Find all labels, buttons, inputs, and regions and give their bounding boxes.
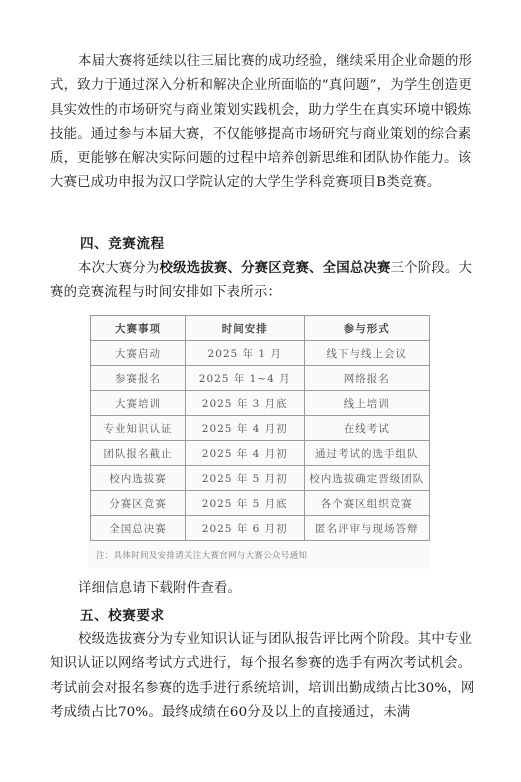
table-row: [91, 391, 430, 416]
header-format: 参与形式: [304, 316, 429, 341]
section4-paragraph: 本次大赛分为校级选拔赛、分赛区竞赛、全国总决赛三个阶段。大赛的竞赛流程与时间安排如下表所示：: [50, 260, 473, 301]
cell-format: 在线考试: [304, 416, 429, 441]
schedule-table-figure: [88, 315, 430, 569]
cell-event: 参赛报名: [91, 366, 186, 391]
cell-format: 线下与线上会议: [304, 341, 429, 366]
cell-event: 分赛区竞赛: [91, 491, 186, 516]
cell-format: 匿名评审与现场答辩: [304, 516, 429, 541]
table-row: [91, 491, 430, 516]
header-time: 时间安排: [185, 316, 304, 341]
cell-event: 专业知识认证: [91, 416, 186, 441]
table-row: [91, 341, 430, 366]
table-row: [91, 441, 430, 466]
cell-event: 大赛启动: [91, 341, 186, 366]
schedule-table: [90, 315, 430, 541]
cell-format: 校内选拔确定晋级团队: [304, 466, 429, 491]
section4-heading: 四、竞赛流程: [80, 236, 165, 252]
table-row: [91, 416, 430, 441]
cell-time: 2025 年 4 月初: [185, 416, 304, 441]
cell-time: 2025 年 1~4 月: [185, 366, 304, 391]
cell-time: 2025 年 6 月初: [185, 516, 304, 541]
stages-bold-text: 校级选拔赛、分赛区竞赛、全国总决赛: [159, 260, 391, 276]
cell-format: 通过考试的选手组队: [304, 441, 429, 466]
cell-event: 大赛培训: [91, 391, 186, 416]
cell-time: 2025 年 4 月初: [185, 441, 304, 466]
table-note: 注：具体时间及安排请关注大赛官网与大赛公众号通知: [96, 551, 308, 561]
cell-event: 团队报名截止: [91, 441, 186, 466]
cell-format: 网络报名: [304, 366, 429, 391]
cell-time: 2025 年 3 月底: [185, 391, 304, 416]
cell-event: 全国总决赛: [91, 516, 186, 541]
table-header-row: [91, 316, 430, 341]
header-event: 大赛事项: [91, 316, 186, 341]
intro-paragraph: 本届大赛将延续以往三届比赛的成功经验，继续采用企业命题的形式，致力于通过深入分析和解决企业所面临的“真问题”，为学生创造更具实效性的市场研究与商业策划实践机会，助力学生在真实环境中锻炼技能。通过参与本届大赛，不仅能够提高市场研究与商业策划的综合素质，更能够在解决实际问题的过程中培养创新思维和团队协作能力。该大赛已成功申报为汉口学院认定的大学生学科竞赛项目B类竞赛。: [50, 54, 473, 191]
cell-format: 各个赛区组织竞赛: [304, 491, 429, 516]
cell-format: 线上培训: [304, 391, 429, 416]
table-row: [91, 366, 430, 391]
section5-heading: 五、校赛要求: [80, 608, 165, 624]
after-table-paragraph: 详细信息请下载附件查看。: [78, 581, 242, 596]
cell-time: 2025 年 5 月初: [185, 466, 304, 491]
cell-event: 校内选拔赛: [91, 466, 186, 491]
table-row: [91, 516, 430, 541]
table-row: [91, 466, 430, 491]
cell-time: 2025 年 1 月: [185, 341, 304, 366]
section5-paragraph: 校级选拔赛分为专业知识认证与团队报告评比两个阶段。其中专业知识认证以网络考试方式进行，每个报名参赛的选手有两次考试机会。考试前会对报名参赛的选手进行系统培训，培训出勤成绩占比30%，网考成绩占比70%。最终成绩在60分及以上的直接通过，未满: [50, 632, 475, 720]
cell-time: 2025 年 5 月底: [185, 491, 304, 516]
